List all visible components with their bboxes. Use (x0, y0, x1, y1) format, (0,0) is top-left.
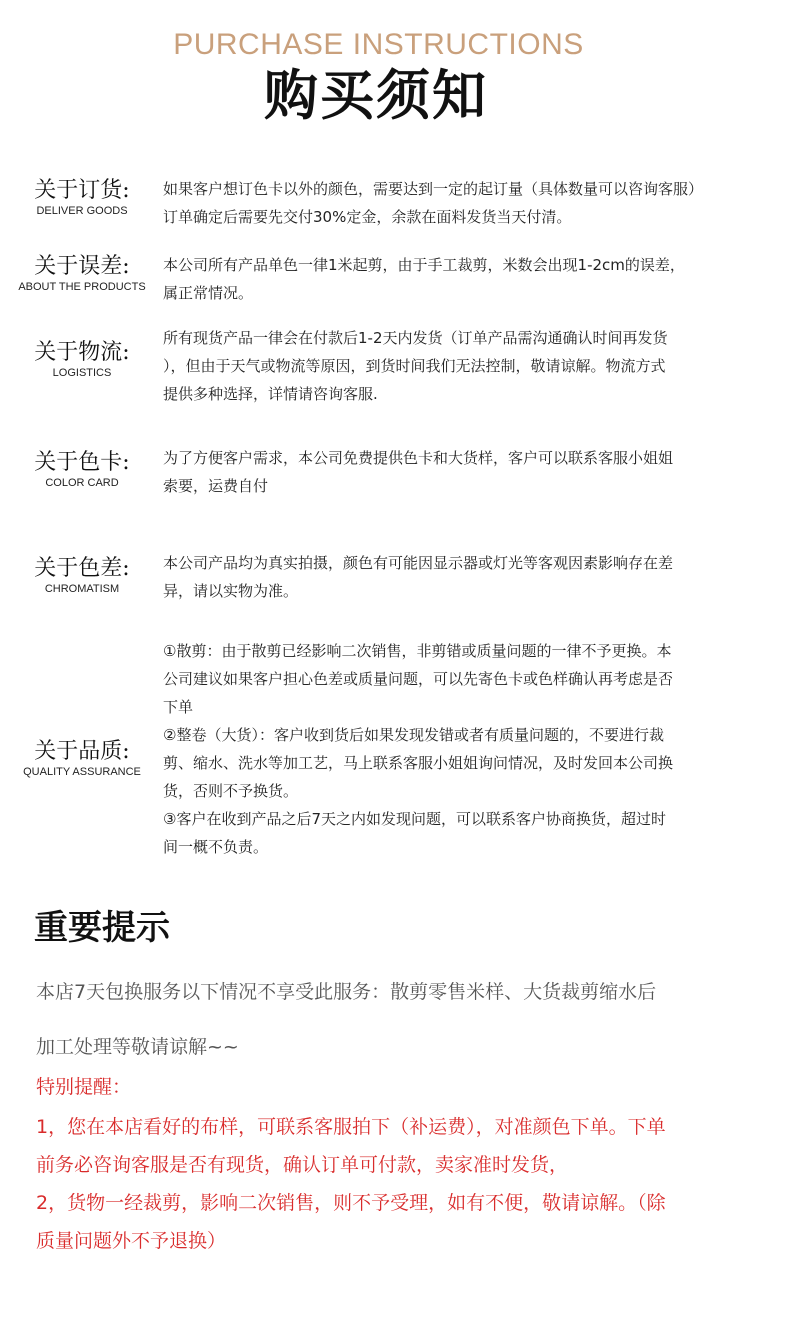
section-body-about-products (163, 251, 685, 307)
section-line: ），但由于天气或物流等原因，到货时间我们无法控制，敬请谅解。物流方式 (163, 357, 666, 375)
section-line: ①散剪：由于散剪已经影响二次销售，非剪错或质量问题的一律不予更换。本 (163, 642, 672, 660)
special-reminder-line: 前务必咨询客服是否有现货，确认订单可付款，卖家准时发货， (36, 1154, 569, 1176)
section-label-about-products (0, 254, 164, 294)
section-line: 货，否则不予换货。 (163, 782, 299, 800)
section-body-deliver-goods (163, 175, 703, 231)
section-label-cn: 关于订货: (34, 178, 130, 203)
page-title-english: PURCHASE INSTRUCTIONS (173, 28, 584, 61)
section-label-en: CHROMATISM (44, 583, 120, 595)
section-line: ②整卷（大货）：客户收到货后如果发现发错或者有质量问题的，不要进行裁 (163, 726, 664, 744)
section-line: 下单 (163, 698, 194, 716)
section-label-en: DELIVER GOODS (36, 205, 128, 217)
section-label-cn: 关于色差: (34, 556, 130, 581)
special-reminder-line: 质量问题外不予退换） (36, 1230, 227, 1252)
section-label-deliver-goods (0, 178, 164, 218)
section-line: 本公司产品均为真实拍摄，颜色有可能因显示器或灯光等客观因素影响存在差 (163, 554, 674, 572)
section-line: 公司建议如果客户担心色差或质量问题，可以先寄色卡或色样确认再考虑是否 (163, 670, 674, 688)
section-line: 属正常情况。 (163, 284, 254, 302)
section-line: 所有现货产品一律会在付款后1-2天内发货（订单产品需沟通确认时间再发货 (163, 329, 668, 347)
section-line: 本公司所有产品单色一律1米起剪，由于手工裁剪，米数会出现1-2cm的误差， (163, 256, 685, 274)
section-body-quality-assurance (163, 637, 673, 861)
section-line: 为了方便客户需求，本公司免费提供色卡和大货样，客户可以联系客服小姐姐 (163, 449, 674, 467)
section-line: 提供多种选择，详情请咨询客服. (163, 385, 378, 403)
section-label-color-card (0, 450, 164, 490)
section-label-cn: 关于物流: (34, 340, 130, 365)
section-line: 异，请以实物为准。 (163, 582, 299, 600)
section-label-en: COLOR CARD (45, 477, 119, 489)
tips-line: 加工处理等敬请谅解~~ (36, 1036, 239, 1058)
section-label-quality-assurance (0, 739, 164, 779)
section-line: 间一概不负责。 (163, 838, 269, 856)
section-label-en: QUALITY ASSURANCE (23, 766, 141, 778)
section-body-color-card (163, 444, 673, 500)
section-label-chromatism (0, 556, 164, 596)
tips-line: 本店7天包换服务以下情况不享受此服务：散剪零售米样、大货裁剪缩水后 (36, 981, 657, 1003)
section-line: 如果客户想订色卡以外的颜色，需要达到一定的起订量（具体数量可以咨询客服） (163, 180, 704, 198)
section-body-chromatism (163, 549, 673, 605)
section-label-en: LOGISTICS (52, 367, 112, 379)
section-label-cn: 关于品质: (34, 739, 130, 764)
section-line: ③客户在收到产品之后7天之内如发现问题，可以联系客户协商换货，超过时 (163, 810, 666, 828)
section-line: 订单确定后需要先交付30%定金，余款在面料发货当天付清。 (163, 208, 572, 226)
section-label-cn: 关于误差: (34, 254, 130, 279)
section-label-en: ABOUT THE PRODUCTS (18, 281, 146, 293)
section-body-logistics (163, 324, 668, 408)
special-reminder-line: 2，货物一经裁剪，影响二次销售，则不予受理，如有不便，敬请谅解。（除 (36, 1192, 666, 1214)
section-label-logistics (0, 340, 164, 380)
section-label-cn: 关于色卡: (34, 450, 130, 475)
special-reminder-line: 1，您在本店看好的布样，可联系客服拍下（补运费），对准颜色下单。下单 (36, 1116, 666, 1138)
special-reminder-label: 特别提醒： (36, 1076, 132, 1098)
page-title: 购买须知 (264, 64, 488, 127)
section-line: 剪、缩水、洗水等加工艺，马上联系客服小姐姐询问情况，及时发回本公司换 (163, 754, 674, 772)
section-line: 索要，运费自付 (163, 477, 269, 495)
important-tips-title: 重要提示 (34, 908, 170, 948)
